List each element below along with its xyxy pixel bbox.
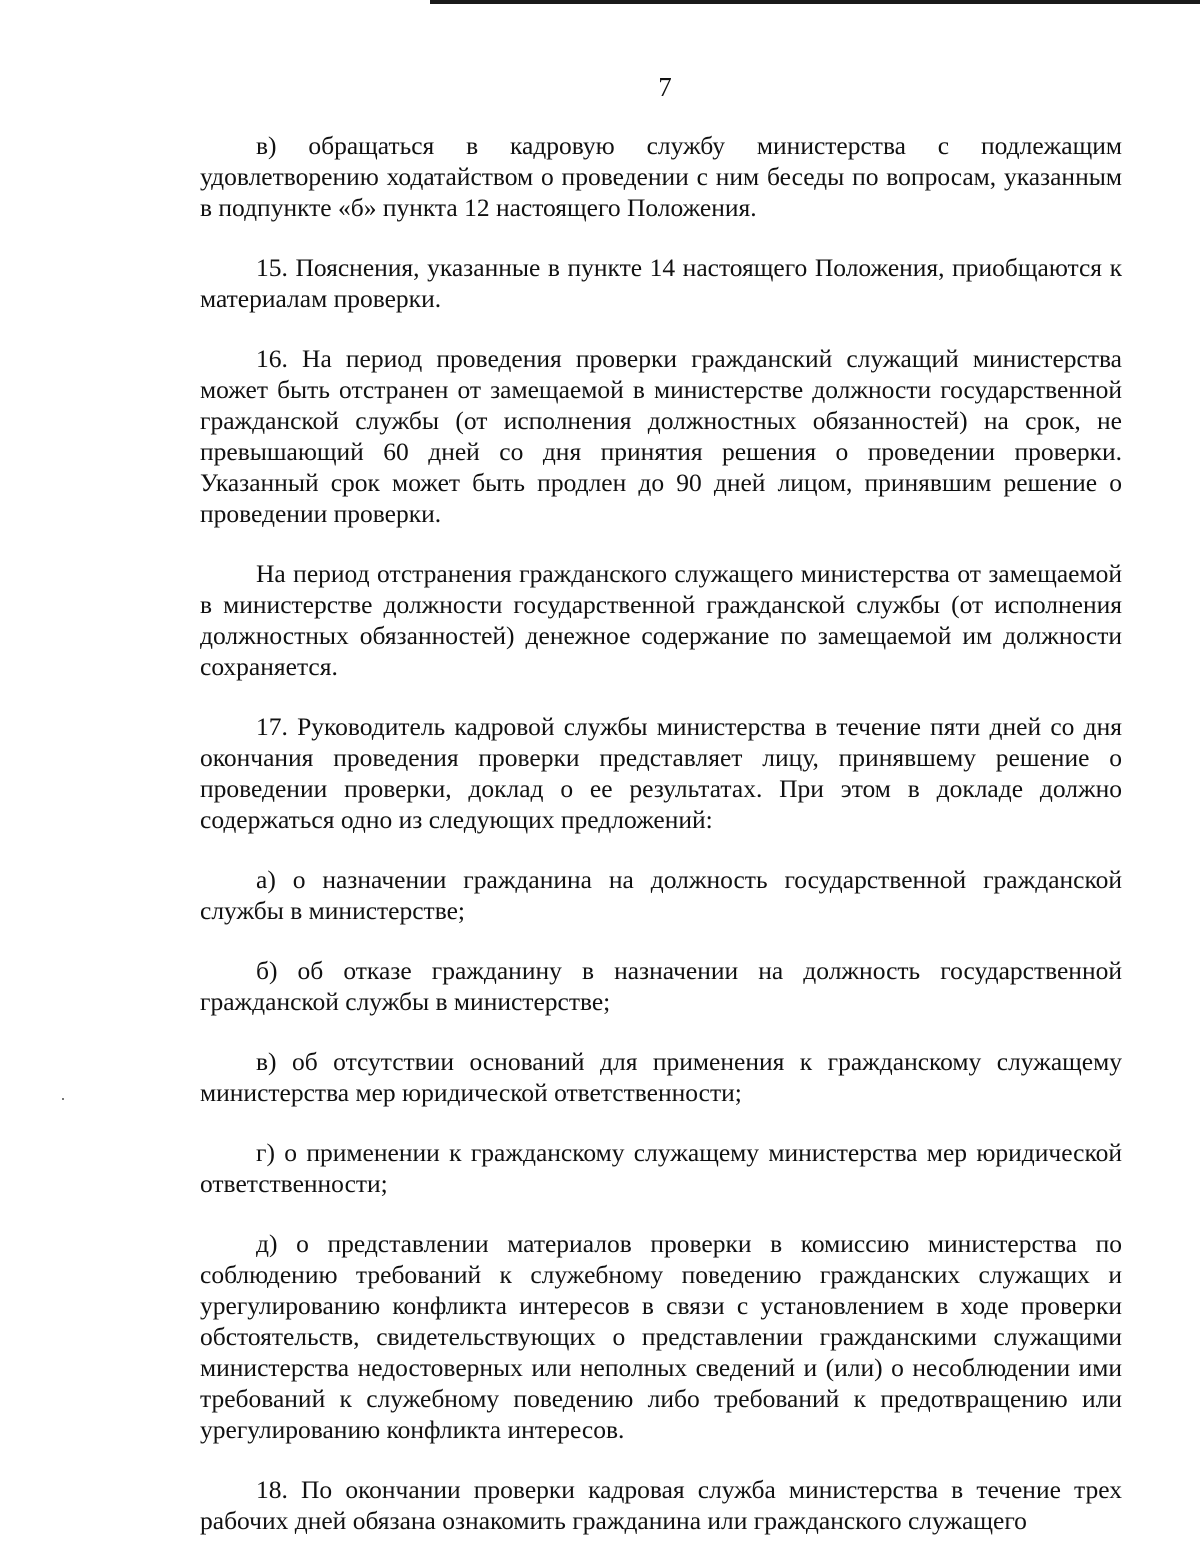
page-number: 7 [658, 72, 672, 102]
paragraph-17d: д) о представлении материалов проверки в комиссию министерства по соблюдению требований к служебному поведению гражданских служащих и урегулированию конфликта интересов в связи с установлением в ходе проверки обстоятельств, свидетельствующих о представлении гражданскими служащими министерства недостоверных или неполных сведений и (или) о несоблюдении ими требований к служебному поведению либо требований к предотвращению или урегулированию конфликта интересов. [200, 1229, 1122, 1444]
paragraph-14v: в) обращаться в кадровую службу министерства с подлежащим удовлетворению ходатайством о проведении с ним беседы по вопросам, указанным в подпункте «б» пункта 12 настоящего Положения. [200, 131, 1122, 222]
paragraph-15: 15. Пояснения, указанные в пункте 14 настоящего Положения, приобщаются к материалам проверки. [200, 253, 1122, 313]
paragraph-16: 16. На период проведения проверки гражданский служащий министерства может быть отстранен от замещаемой в министерстве должности государственной гражданской службы (от исполнения должностных обязанностей) на срок, не превышающий 60 дней со дня принятия решения о проведении проверки. Указанный срок может быть продлен до 90 дней лицом, принявшим решение о проведении проверки. [200, 344, 1122, 528]
paragraph-17g: г) о применении к гражданскому служащему министерства мер юридической ответственности; [200, 1138, 1122, 1198]
paragraph-17b: б) об отказе гражданину в назначении на должность государственной гражданской службы в министерстве; [200, 956, 1122, 1016]
document-body [200, 130, 1122, 1536]
scan-speck [62, 1098, 64, 1100]
paragraph-17: 17. Руководитель кадровой службы министерства в течение пяти дней со дня окончания проведения проверки представляет лицу, принявшему решение о проведении проверки, доклад о ее результатах. При этом в докладе должно содержаться одно из следующих предложений: [200, 712, 1122, 834]
paragraph-17v: в) об отсутствии оснований для применения к гражданскому служащему министерства мер юридической ответственности; [200, 1047, 1122, 1107]
paragraph-18: 18. По окончании проверки кадровая служба министерства в течение трех рабочих дней обязана ознакомить гражданина или гражданского служащего [200, 1475, 1122, 1535]
paragraph-16-continued: На период отстранения гражданского служащего министерства от замещаемой в министерстве должности государственной гражданской службы (от исполнения должностных обязанностей) денежное содержание по замещаемой им должности сохраняется. [200, 559, 1122, 681]
scan-edge-line [430, 0, 1200, 4]
paragraph-17a: а) о назначении гражданина на должность государственной гражданской службы в министерстве; [200, 865, 1122, 925]
